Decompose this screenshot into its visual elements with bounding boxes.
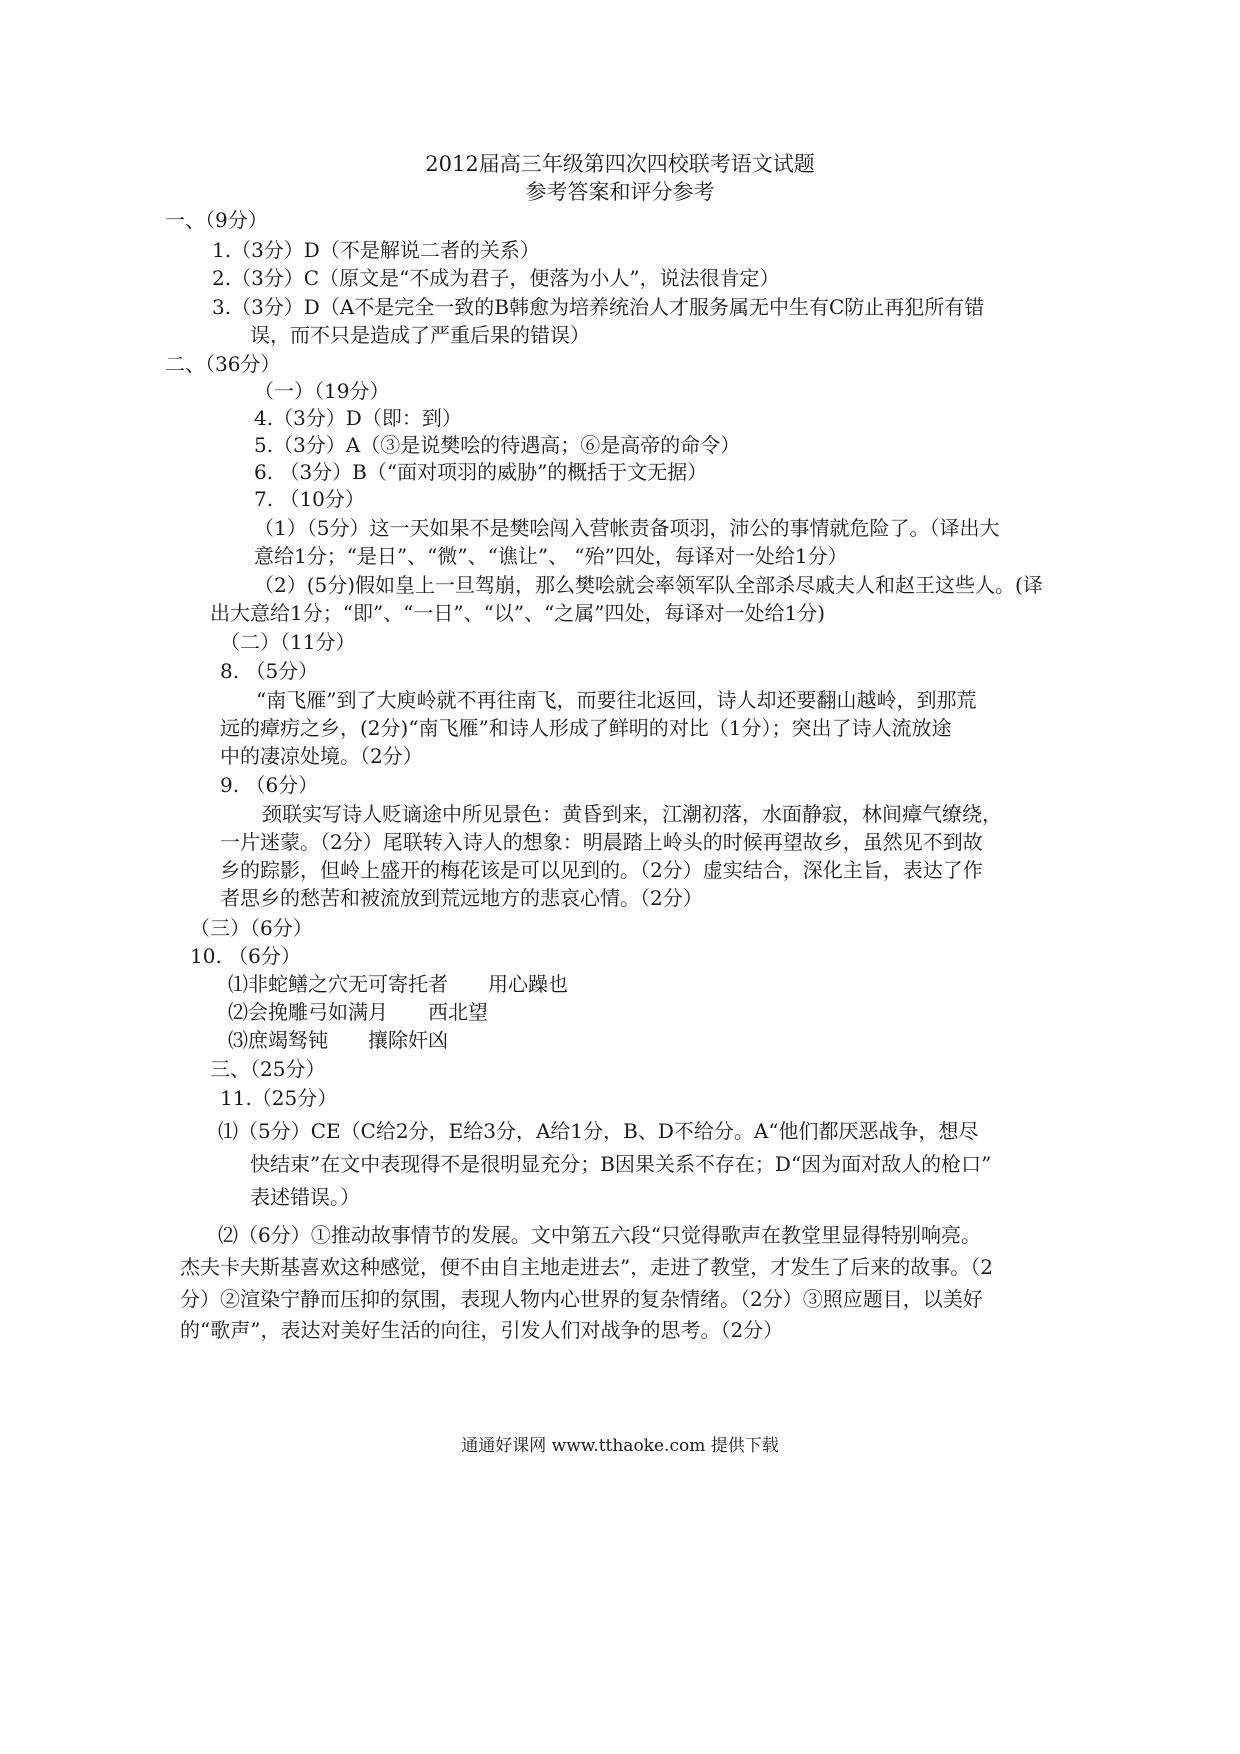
answer-q7b-line1: （2）(5分)假如皇上一旦驾崩，那么樊哙就会率领军队全部杀尽戚夫人和赵王这些人。(译 [254,573,1043,597]
answer-q11-2-line1: ⑵（6分）①推动故事情节的发展。文中第五六段“只觉得歌声在教堂里显得特别响亮。 [218,1223,981,1247]
section-3-heading: 三、（25分） [210,1057,326,1081]
answer-q6: 6. （3分）B（“面对项羽的威胁”的概括于文无据） [254,460,708,484]
part-1-heading: （一）（19分） [254,379,390,403]
answer-q10-3: ⑶庶竭驽钝 攘除奸凶 [228,1028,448,1052]
answer-q9-line1: 颈联实写诗人贬谪途中所见景色：黄昏到来，江潮初落，水面静寂，林间瘴气缭绕， [262,802,1002,826]
answer-q11-2-line3: 分）②渲染宁静而压抑的氛围，表现人物内心世界的复杂情绪。（2分）③照应题目，以美好 [180,1287,983,1311]
answer-q11-1-line1: ⑴（5分）CE（C给2分，E给3分，A给1分，B、D不给分。A“他们都厌恶战争，想尽 [218,1119,979,1143]
document-title: 2012届高三年级第四次四校联考语文试题 [425,152,815,176]
part-3-heading: （三）（6分） [190,916,313,940]
answer-q11-1-line3: 表述错误。） [250,1185,360,1209]
answer-q11-1-line2: 快结束”在文中表现得不是很明显充分；B因果关系不存在；D“因为面对敌人的枪口” [250,1152,992,1176]
answer-q5: 5.（3分）A（③是说樊哙的待遇高；⑥是高帝的命令） [254,433,741,457]
footer-source: 通通好课网 www.tthaoke.com 提供下载 [461,1436,779,1456]
answer-q8-line3: 中的凄凉处境。（2分） [220,744,423,768]
answer-q2: 2.（3分）C（原文是“不成为君子，便落为小人”，说法很肯定） [212,266,780,290]
answer-q9-line2: 一片迷蒙。（2分）尾联转入诗人的想象：明晨踏上岭头的时候再望故乡，虽然见不到故 [220,830,983,854]
answer-q7a-line1: （1）（5分）这一天如果不是樊哙闯入营帐责备项羽，沛公的事情就危险了。（译出大 [254,516,1000,540]
answer-q8-line1: “南飞雁”到了大庾岭就不再往南飞，而要往北返回，诗人却还要翻山越岭，到那荒 [256,688,977,712]
answer-q10: 10. （6分） [190,944,301,968]
answer-q10-2: ⑵会挽雕弓如满月 西北望 [228,1000,488,1024]
answer-q9-line3: 乡的踪影，但岭上盛开的梅花该是可以见到的。（2分）虚实结合，深化主旨，表达了作 [220,858,983,882]
answer-q7: 7. （10分） [254,487,365,511]
answer-q10-1: ⑴非蛇鳝之穴无可寄托者 用心躁也 [228,972,568,996]
answer-q9-line4: 者思乡的愁苦和被流放到荒远地方的悲哀心情。（2分） [220,886,703,910]
answer-q8: 8. （5分） [220,659,319,683]
answer-q11-2-line2: 杰夫卡夫斯基喜欢这种感觉，便不由自主地走进去”，走进了教堂，才发生了后来的故事。（2 [180,1255,993,1279]
document-subtitle: 参考答案和评分参考 [525,180,715,204]
answer-q11: 11.（25分） [220,1086,338,1110]
answer-q8-line2: 远的瘴疠之乡，(2分)“南飞雁”和诗人形成了鲜明的对比（1分）；突出了诗人流放途 [220,716,952,740]
answer-q9: 9. （6分） [220,773,319,797]
answer-q3-line1: 3.（3分）D（A不是完全一致的B韩愈为培养统治人才服务属无中生有C防止再犯所有错 [212,295,985,319]
answer-q7b-line2: 出大意给1分；“即”、“一日”、“以”、“之属”四处，每译对一处给1分) [210,601,826,625]
section-1-heading: 一、（9分） [165,208,268,232]
answer-q1: 1.（3分）D（不是解说二者的关系） [212,238,540,262]
section-2-heading: 二、（36分） [165,352,281,376]
answer-q4: 4.（3分）D（即：到） [254,406,462,430]
answer-q7a-line2: 意给1分；“是日”、“微”、“谯让”、 “殆”四处，每译对一处给1分） [254,544,848,568]
answer-q3-line2: 误，而不只是造成了严重后果的错误） [250,323,590,347]
answer-q11-2-line4: 的“歌声”，表达对美好生活的向往，引发人们对战争的思考。（2分） [180,1318,784,1342]
part-2-heading: （二）（11分） [220,630,356,654]
